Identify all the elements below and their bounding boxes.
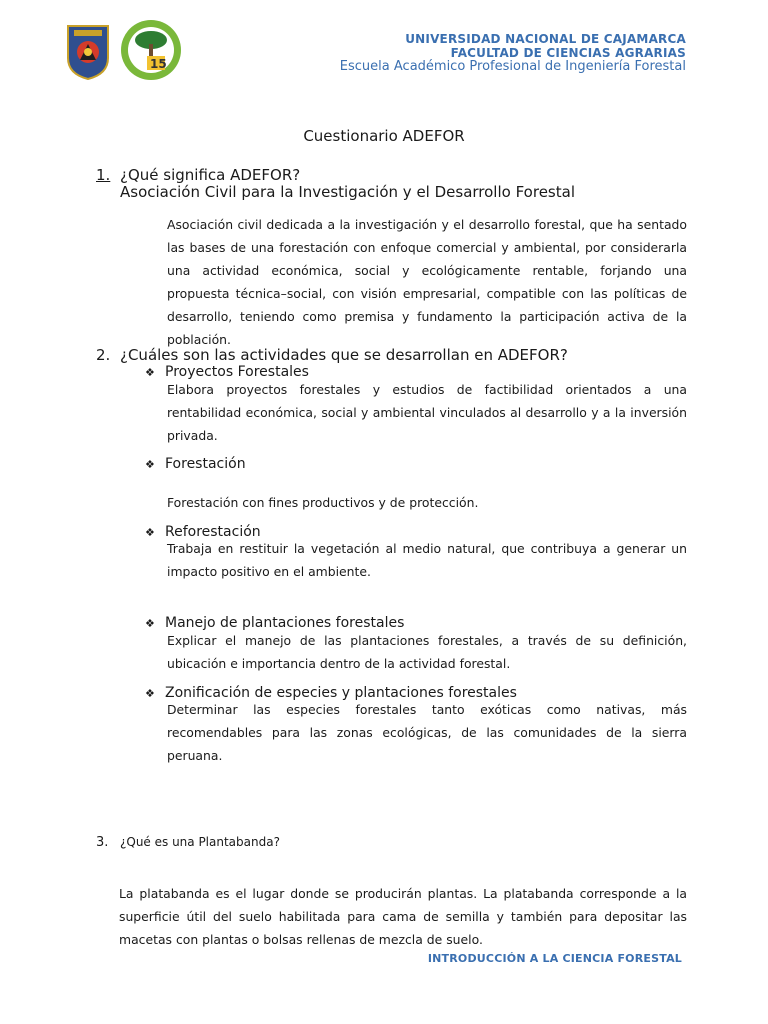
document-title: Cuestionario ADEFOR [303,127,465,145]
question-3-number: 3. [96,835,109,850]
university-shield-icon [66,24,110,80]
page-footer: INTRODUCCIÓN A LA CIENCIA FORESTAL [427,952,682,965]
activity-description: Determinar las especies forestales tanto exóticas como nativas, más recomendables para las zonas ecológicas, de las comunidades de la sierra peruana. [167,702,687,763]
school-name: Escuela Académico Profesional de Ingeniería Forestal [339,59,686,74]
activity-title: ❖ Manejo de plantaciones forestales [145,615,405,631]
activity-title: ❖ Proyectos Forestales [145,364,309,380]
diamond-bullet-icon: ❖ [145,687,155,700]
institution-header [340,32,686,74]
question-3 [96,835,280,850]
question-2-text: ¿Cuáles son las actividades que se desarrollan en ADEFOR? [120,346,568,364]
question-3-paragraph: La platabanda es el lugar donde se producirán plantas. La platabanda corresponde a la superficie útil del suelo habilitada para cama de semilla y también para depositar las macetas con plantas o bolsas rellenas de mezcla de suelo. [119,886,687,947]
diamond-bullet-icon: ❖ [145,366,155,379]
diamond-bullet-icon: ❖ [145,458,155,471]
diamond-bullet-icon: ❖ [145,617,155,630]
question-1 [96,166,300,184]
activity-description: Forestación con fines productivos y de protección. [167,495,479,510]
activity-title: ❖ Reforestación [145,524,261,540]
svg-text:15: 15 [150,57,167,71]
question-1-answer-heading: Asociación Civil para la Investigación y el Desarrollo Forestal [120,183,575,201]
activity-description: Trabaja en restituir la vegetación al medio natural, que contribuya a generar un impacto positivo en el ambiente. [167,541,687,579]
question-1-paragraph: Asociación civil dedicada a la investigación y el desarrollo forestal, que ha sentado las bases de una forestación con enfoque comercial y ambiental, por considerarla una actividad económica, social y ecológicamente rentable, forjando una propuesta técnica–social, con visión empresarial, compatible con las políticas de desarrollo, teniendo como premisa y fundamento la participación activa de la población. [167,217,687,347]
activity-description: Explicar el manejo de las plantaciones forestales, a través de su definición, ubicación e importancia dentro de la actividad forestal. [167,633,687,671]
question-1-number: 1. [96,166,111,184]
question-2-number: 2. [96,346,111,364]
forestry-seal-icon [117,18,185,82]
diamond-bullet-icon: ❖ [145,526,155,539]
question-2 [96,346,568,364]
question-1-text: ¿Qué significa ADEFOR? [120,166,301,184]
university-name: UNIVERSIDAD NACIONAL DE CAJAMARCA [405,32,686,46]
question-3-text: ¿Qué es una Plantabanda? [120,835,280,849]
faculty-name: FACULTAD DE CIENCIAS AGRARIAS [450,46,686,60]
activity-title: ❖ Forestación [145,456,246,472]
activity-description: Elabora proyectos forestales y estudios de factibilidad orientados a una rentabilidad económica, social y ambiental vinculados al desarrollo y a la inversión privada. [167,382,687,443]
activity-title: ❖ Zonificación de especies y plantaciones forestales [145,685,517,701]
